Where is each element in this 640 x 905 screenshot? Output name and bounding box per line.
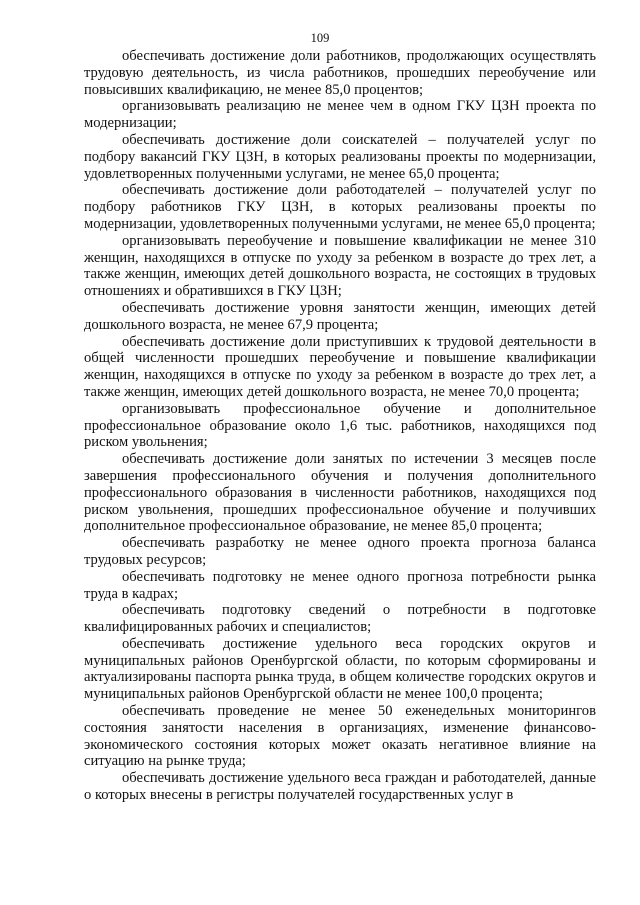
paragraph: обеспечивать достижение доли соискателей – получателей услуг по подбору вакансий ГКУ ЦЗН, в которых реализованы проекты по модернизации, удовлетворенных полученными услугами, не менее 65,0 процента; — [84, 131, 596, 182]
paragraph: обеспечивать подготовку сведений о потребности в подготовке квалифицированных рабочих и специалистов; — [84, 602, 596, 636]
paragraph: организовывать профессиональное обучение и дополнительное профессиональное образование около 1,6 тыс. работников, находящихся под риском увольнения; — [84, 400, 596, 451]
paragraph: организовывать реализацию не менее чем в одном ГКУ ЦЗН проекта по модернизации; — [84, 98, 596, 132]
paragraph: обеспечивать достижение доли работодателей – получателей услуг по подбору работников ГКУ ЦЗН, в которых реализованы проекты по модернизации, удовлетворенных полученными услугами, не менее 65,0 процента; — [84, 182, 596, 232]
paragraph: обеспечивать достижение доли приступивших к трудовой деятельности в общей численности прошедших переобучение и повышение квалификации женщин, находящихся в отпуске по уходу за ребенком в возрасте до трех лет, а также женщин, имеющих детей дошкольного возраста, не менее 70,0 процента; — [84, 333, 596, 400]
paragraph: обеспечивать достижение доли занятых по истечении 3 месяцев после завершения профессионального обучения и получения дополнительного профессионального образования в численности работников, находящихся под риском увольнения, прошедших профессиональное обучение и получивших дополнительное профессиональное образование, не менее 85,0 процента; — [84, 451, 596, 535]
paragraph: обеспечивать подготовку не менее одного прогноза потребности рынка труда в кадрах; — [84, 568, 596, 602]
paragraph: обеспечивать достижение уровня занятости женщин, имеющих детей дошкольного возраста, не менее 67,9 процента; — [84, 299, 596, 333]
paragraph: организовывать переобучение и повышение квалификации не менее 310 женщин, находящихся в отпуске по уходу за ребенком в возрасте до трех лет, а также женщин, имеющих детей дошкольного возраста, не состоящих в трудовых отношениях и обратившихся в ГКУ ЦЗН; — [84, 232, 596, 300]
paragraph: обеспечивать достижение удельного веса городских округов и муниципальных районов Оренбургской области, по которым сформированы и актуализированы паспорта рынка труда, в общем количестве городских округов и муниципальных районов Оренбургской области не менее 100,0 процента; — [84, 635, 596, 703]
page-number: 109 — [310, 31, 330, 45]
paragraph: обеспечивать разработку не менее одного проекта прогноза баланса трудовых ресурсов; — [84, 535, 596, 568]
document-body — [84, 48, 596, 804]
paragraph: обеспечивать проведение не менее 50 еженедельных мониторингов состояния занятости населения в организациях, изменение финансово-экономического состояния которых может оказать негативное влияние на ситуацию на рынке труда; — [84, 703, 596, 770]
paragraph: обеспечивать достижение доли работников, продолжающих осуществлять трудовую деятельность, из числа работников, прошедших переобучение или повысивших квалификацию, не менее 85,0 процентов; — [84, 48, 596, 98]
paragraph: обеспечивать достижение удельного веса граждан и работодателей, данные о которых внесены в регистры получателей государственных услуг в — [84, 770, 596, 804]
